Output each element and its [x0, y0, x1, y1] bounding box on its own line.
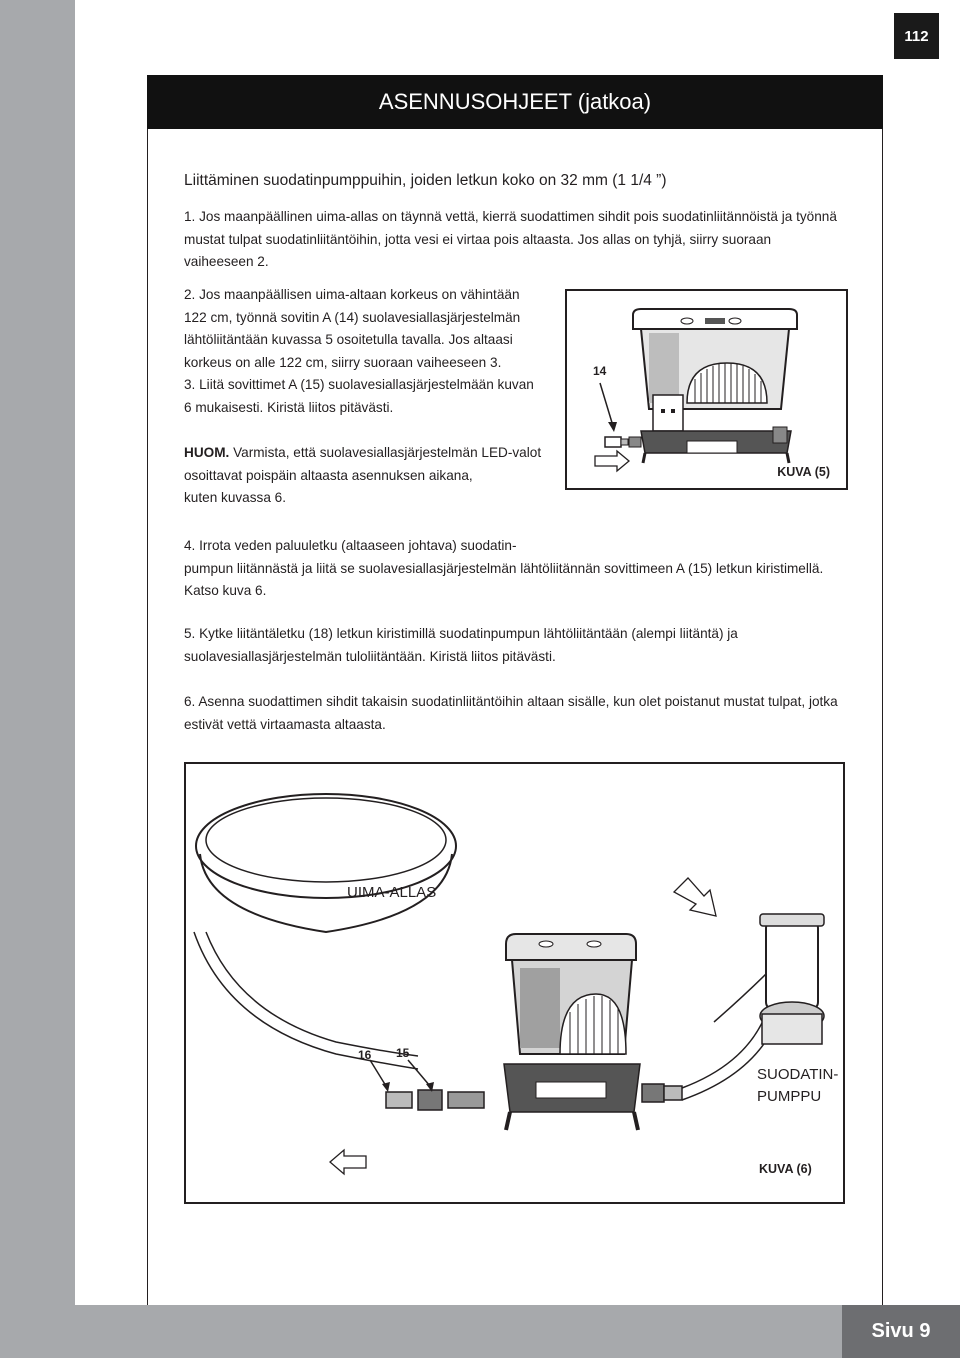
fig6-caption: KUVA (6) [759, 1162, 812, 1176]
step-4-line-1: 4. Irrota veden paluuletku (altaaseen johtava) suodatin- [184, 538, 517, 553]
left-gray-band [0, 0, 75, 1358]
page-title: ASENNUSOHJEET (jatkoa) [147, 75, 883, 129]
fig6-callout-16: 16 [358, 1048, 372, 1062]
note-line-3: kuten kuvassa 6. [184, 490, 287, 505]
fig5-callout-14: 14 [593, 364, 607, 378]
note-label: HUOM. [184, 445, 230, 460]
step-4-line-3: Katso kuva 6. [184, 583, 267, 598]
fig6-callout-15: 15 [396, 1046, 410, 1060]
step-5-line-2: suolavesiallasjärjestelmän tuloliitäntään. Kiristä liitos pitävästi. [184, 648, 556, 664]
footer-page-label: Sivu 9 [842, 1305, 960, 1358]
step-2 [184, 284, 554, 374]
note-line-1: Varmista, että suolavesiallasjärjestelmän LED-valot [229, 445, 542, 460]
figure-6 [184, 762, 845, 1204]
step-5-line-1: 5. Kytke liitäntäletku (18) letkun kiristimillä suodatinpumpun lähtöliitäntään (alempi liitäntä) ja [184, 626, 738, 641]
step-2-line-2: 122 cm, työnnä sovitin A (14) suolavesiallasjärjestelmän [184, 309, 521, 325]
step-6-line-1: 6. Asenna suodattimen sihdit takaisin suodatinliitäntöihin altaan sisälle, kun olet poistanut mustat tulpat, jotka [184, 694, 838, 709]
filter-pump-label-l2: PUMPPU [757, 1088, 822, 1105]
step-3-line-1: 3. Liitä sovittimet A (15) suolavesiallasjärjestelmään kuvan [184, 377, 534, 392]
step-4-line-2: pumpun liitännästä ja liitä se suolavesiallasjärjestelmän lähtöliitännän sovittimeen A (15) letkun kiristimellä. [184, 560, 824, 576]
step-3-line-2: 6 mukaisesti. Kiristä liitos pitävästi. [184, 399, 394, 415]
step-2-line-4: korkeus on alle 122 cm, siirry suoraan vaiheeseen 3. [184, 354, 502, 370]
step-2-line-3: lähtöliitäntään kuvassa 5 osoitetulla tavalla. Jos altaasi [184, 332, 513, 347]
step-2-line-1: 2. Jos maanpäällisen uima-altaan korkeus on vähintään [184, 287, 520, 302]
installation-illustration [186, 764, 847, 1206]
step-5 [184, 623, 844, 668]
step-1: 1. Jos maanpäällinen uima-allas on täynnä vettä, kierrä suodattimen sihdit pois suodatinliitännöistä ja työnnä mustat tulpat suodatinliitäntöihin, jotta vesi ei virtaa pois altaasta. Jos allas on tyhjä, siirry suoraan vaiheeseen 2. [184, 209, 837, 269]
fig5-caption: KUVA (5) [777, 465, 830, 479]
note-line-2: osoittavat poispäin altaasta asennuksen aikana, [184, 467, 473, 483]
page-number: 112 [893, 12, 940, 60]
step-6-line-2: estivät vettä virtaamasta altaasta. [184, 716, 386, 732]
step-6 [184, 691, 844, 736]
bottom-gray-band [75, 1305, 960, 1358]
note-huom [184, 442, 564, 510]
figure-5 [565, 289, 848, 490]
section-subtitle: Liittäminen suodatinpumppuihin, joiden letkun koko on 32 mm (1 1/4 ”) [184, 172, 667, 189]
step-4 [184, 535, 844, 603]
pool-label: UIMA-ALLAS [347, 884, 437, 901]
filter-pump-label-l1: SUODATIN- [757, 1066, 839, 1083]
saltwater-system-illustration [567, 291, 850, 492]
step-3 [184, 374, 554, 419]
